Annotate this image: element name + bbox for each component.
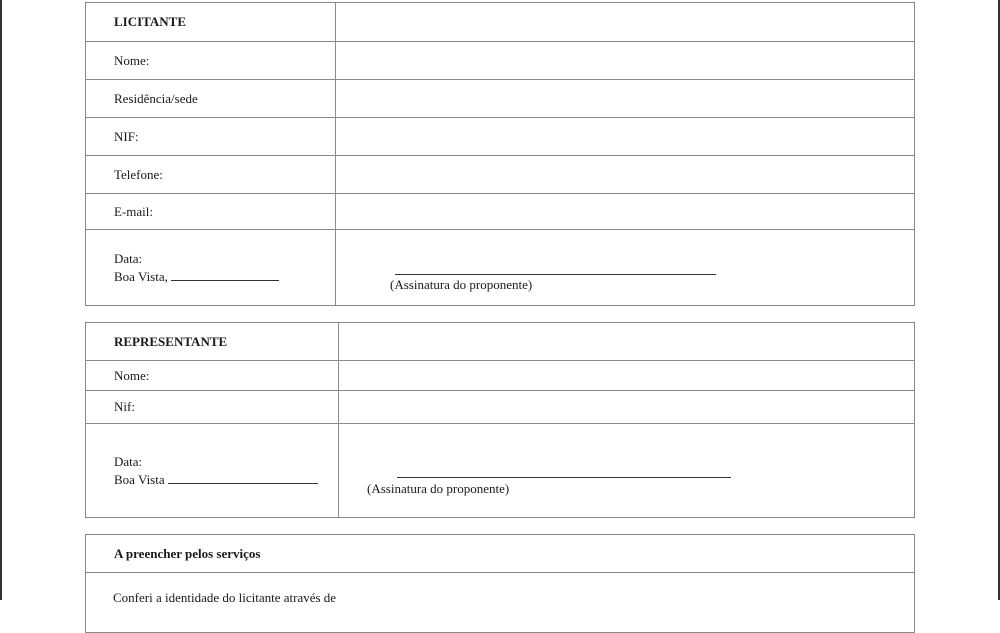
representante-nome-label: Nome:	[86, 361, 339, 391]
licitante-signature-caption: (Assinatura do proponente)	[390, 277, 533, 292]
licitante-residencia-row	[86, 80, 915, 118]
representante-nif-label: Nif:	[86, 391, 339, 424]
representante-place-line	[114, 471, 338, 489]
licitante-place-label: Boa Vista,	[114, 268, 168, 284]
licitante-telefone-field[interactable]	[336, 156, 915, 194]
licitante-telefone-label: Telefone:	[86, 156, 336, 194]
representante-nif-row	[86, 391, 915, 424]
licitante-nif-row	[86, 118, 915, 156]
representante-signature-row	[86, 424, 915, 518]
representante-signature-caption: (Assinatura do proponente)	[367, 481, 510, 496]
licitante-date-cell	[86, 230, 336, 306]
licitante-nome-label: Nome:	[86, 42, 336, 80]
representante-header: REPRESENTANTE	[86, 323, 339, 361]
representante-signature-cell	[339, 424, 915, 518]
representante-header-value	[339, 323, 915, 361]
licitante-email-row	[86, 194, 915, 230]
licitante-residencia-field[interactable]	[336, 80, 915, 118]
licitante-signature-line[interactable]	[395, 274, 716, 275]
representante-table	[85, 322, 915, 518]
licitante-header: LICITANTE	[86, 3, 336, 42]
servicos-header: A preencher pelos serviços	[86, 535, 915, 573]
page-border-left	[0, 0, 2, 600]
representante-signature-line[interactable]	[397, 477, 731, 478]
licitante-header-value	[336, 3, 915, 42]
servicos-partial-text: Conferi a identidade do licitante através de	[113, 590, 337, 605]
licitante-nome-row	[86, 42, 915, 80]
licitante-table	[85, 2, 915, 306]
licitante-telefone-row	[86, 156, 915, 194]
licitante-signature-row	[86, 230, 915, 306]
licitante-nif-label: NIF:	[86, 118, 336, 156]
servicos-table	[85, 534, 915, 633]
representante-date-cell	[86, 424, 339, 518]
licitante-nome-field[interactable]	[336, 42, 915, 80]
representante-date-label: Data:	[114, 453, 143, 469]
licitante-date-label: Data:	[114, 250, 143, 266]
licitante-date-blank[interactable]	[171, 270, 279, 281]
representante-nome-field[interactable]	[339, 361, 915, 391]
servicos-header-row	[86, 535, 915, 573]
representante-header-row	[86, 323, 915, 361]
licitante-header-row	[86, 3, 915, 42]
representante-nome-row	[86, 361, 915, 391]
licitante-nif-field[interactable]	[336, 118, 915, 156]
licitante-signature-cell	[336, 230, 915, 306]
representante-nif-field[interactable]	[339, 391, 915, 424]
representante-date-blank[interactable]	[168, 473, 318, 484]
licitante-email-field[interactable]	[336, 194, 915, 230]
licitante-place-line	[114, 268, 335, 286]
representante-place-label: Boa Vista	[114, 471, 165, 487]
licitante-email-label: E-mail:	[86, 194, 336, 230]
licitante-residencia-label: Residência/sede	[86, 80, 336, 118]
